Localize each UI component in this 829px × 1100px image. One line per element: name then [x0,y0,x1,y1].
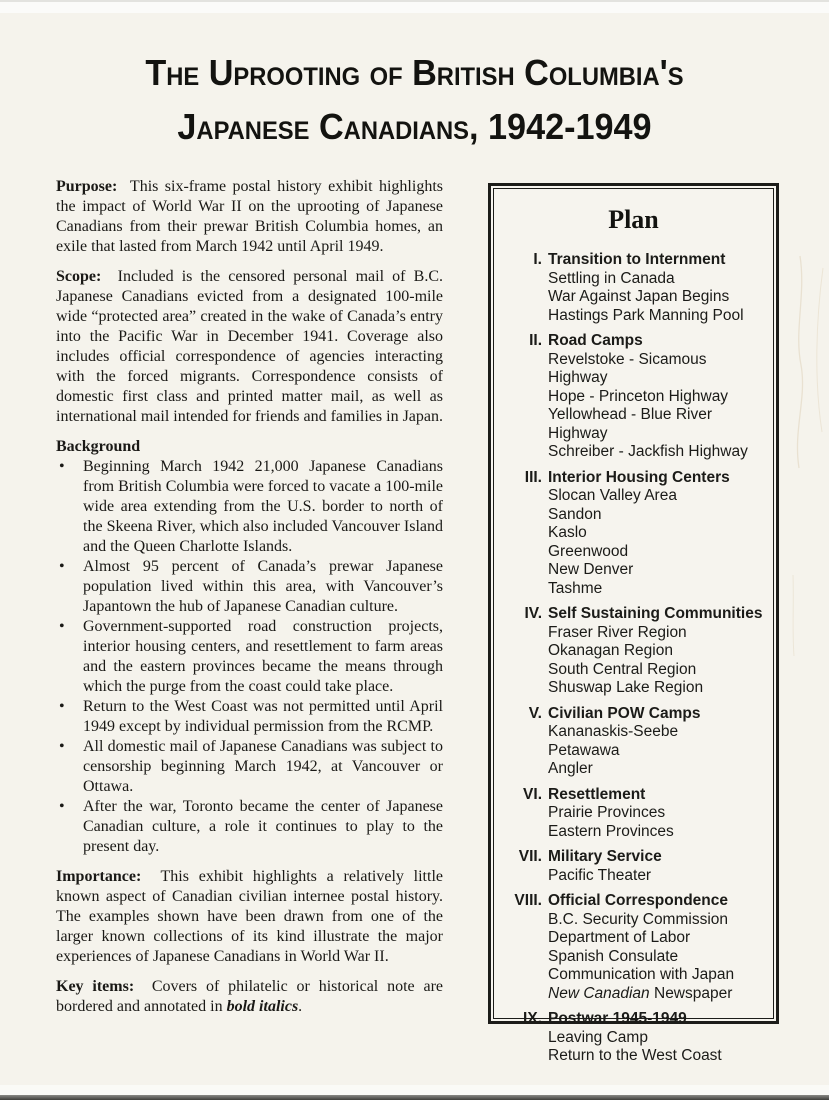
bullet-item [56,557,443,617]
plan-item: Petawawa [548,741,620,759]
bullet-icon: • [59,738,65,755]
plan-section-heading: Civilian POW Camps [548,704,701,722]
plan-section [496,251,767,325]
plan-item: Greenwood [548,542,629,560]
plan-title: Plan [608,205,659,234]
exhibit-title-line-2: Japanese Canadians, 1942-1949 [177,106,652,147]
bullet-icon: • [59,558,65,575]
plan-item: Schreiber - Jackfish Highway [548,443,748,460]
key-items-paragraph-label: Key items: [56,978,135,995]
plan-item: Communication with Japan [548,966,735,983]
plan-item: Pacific Theater [548,866,652,884]
left-column [56,177,443,1027]
purpose-paragraph-label: Purpose: [56,178,118,195]
plan-section-body [548,892,767,1003]
plan-section-heading: Resettlement [548,785,646,803]
plan-section-heading: Road Camps [548,332,643,349]
plan-section-body [548,848,767,885]
plan-item: Return to the West Coast [548,1047,722,1064]
bullet-icon: • [59,798,65,815]
plan-section-numeral: VII. [518,848,542,865]
key-items-paragraph: Key items: Covers of philatelic or historical note are bordered and annotated in bold italics. [56,978,443,1015]
plan-item-italic-part: New Canadian [548,984,650,1002]
plan-item: Sandon [548,505,602,523]
plan-section-numeral: IX. [523,1010,542,1027]
bullet-item [56,737,443,797]
bullet-text: All domestic mail of Japanese Canadians was subject to censorship beginning March 1942, at Vancouver or Ottawa. [83,738,443,795]
plan-item: New Canadian Newspaper [548,984,733,1002]
plan-section [496,332,767,462]
plan-item: Spanish Consulate [548,947,679,965]
plan-section-numeral: V. [528,704,542,722]
plan-item: Revelstoke - Sicamous Highway [548,350,707,386]
plan-item: Hastings Park Manning Pool [548,306,744,324]
plan-section-heading: Postwar 1945-1949 [548,1010,687,1027]
key-items-paragraph-emphasis: bold italics [226,998,299,1015]
background-bullets [56,457,443,857]
plan-item: Prairie Provinces [548,804,666,821]
bullet-text: Government-supported road construction projects, interior housing centers, and resettlement to farm areas and the eastern provinces became the means through which the purge from the coast could take place. [83,618,443,695]
exhibit-title [0,46,829,154]
plan-section-numeral: III. [524,468,542,486]
plan-section [496,605,767,698]
scanner-bottom-edge [0,1095,829,1100]
plan-item: Fraser River Region [548,623,687,641]
plan-section-numeral: VI. [523,785,542,803]
plan-section-body [548,786,767,842]
plan-item: Okanagan Region [548,642,673,659]
bullet-text: Return to the West Coast was not permitted until April 1949 except by individual permission from the RCMP. [83,698,443,735]
plan-section-body [548,332,767,462]
plan-section-heading: Military Service [548,848,662,865]
plan-item: Department of Labor [548,929,691,946]
plan-box [488,183,779,1064]
scope-paragraph-label: Scope: [56,268,102,285]
bullet-icon: • [59,698,65,715]
importance-paragraph: Importance: This exhibit highlights a relatively little known aspect of Canadian civilian internee postal history. The examples shown have been drawn from one of the larger known collections of its kind illustrate the major experiences of Japanese Canadians in World War II. [56,868,443,965]
plan-section-numeral: IV. [524,605,542,622]
bullet-icon: • [59,618,65,635]
exhibit-title-line-1: The Uprooting of British Columbia's [145,52,684,93]
plan-section-body [548,705,767,779]
plan-item: War Against Japan Begins [548,288,730,305]
plan-item: Hope - Princeton Highway [548,387,729,405]
bullet-item [56,697,443,737]
plan-item: Shuswap Lake Region [548,679,704,696]
plan-section-heading: Self Sustaining Communities [548,605,763,622]
plan-section [496,786,767,842]
bullet-icon: • [59,458,65,475]
plan-item: Kananaskis-Seebe [548,723,679,740]
plan-item: Eastern Provinces [548,822,674,840]
plan-section-body [548,469,767,599]
plan-item: Tashme [548,579,603,597]
plan-item: Slocan Valley Area [548,487,677,504]
plan-section [496,892,767,1003]
plan-item: Kaslo [548,524,587,541]
plan-item: Settling in Canada [548,269,675,287]
plan-outline [494,251,773,1066]
plan-section [496,705,767,779]
plan-section [496,469,767,599]
scope-paragraph: Scope: Included is the censored personal mail of B.C. Japanese Canadians evicted from a designated 100-mile wide “protected area” created in the wake of Canada’s entry into the Pacific War in December 1941. Coverage also includes official correspondence of agencies interacting with the forced migrants. Correspondence consists of domestic first class and printed matter mail, as well as international mail intended for friends and families in Japan. [56,268,443,425]
plan-item: Yellowhead - Blue River Highway [548,406,712,442]
bullet-text: After the war, Toronto became the center of Japanese Canadian culture, a role it continues to play to the present day. [83,798,443,855]
plan-item: South Central Region [548,660,697,678]
plan-section-body [548,1010,767,1066]
purpose-paragraph: Purpose: This six-frame postal history exhibit highlights the impact of World War II on the uprooting of Japanese Canadians from their prewar British Columbia homes, an exile that lasted from March 1942 until April 1949. [56,178,443,255]
scanner-bottom-light-strip [0,1085,829,1095]
bullet-item [56,617,443,697]
plan-section-body [548,251,767,325]
plan-section-heading: Interior Housing Centers [548,468,730,486]
plan-item: B.C. Security Commission [548,910,729,928]
plan-section [496,848,767,885]
bullet-item [56,797,443,857]
plan-section-body [548,605,767,698]
bullet-text: Beginning March 1942 21,000 Japanese Canadians from British Columbia were forced to vacate a 100-mile wide area extending from the U.S. border to north of the Skeena River, which also included Vancouver Island and the Queen Charlotte Islands. [83,458,443,555]
plan-section-numeral: II. [529,332,542,349]
background-heading: Background [56,438,141,455]
bullet-text: Almost 95 percent of Canada’s prewar Japanese population lived within this area, with Vancouver’s Japantown the hub of Japanese Canadian culture. [83,558,443,615]
scanner-top-edge [0,0,829,13]
plan-box-inner-border [493,188,774,1064]
plan-section-numeral: VIII. [514,892,542,909]
plan-section-numeral: I. [533,251,542,268]
plan-section-heading: Transition to Internment [548,251,726,268]
plan-item: Leaving Camp [548,1028,648,1046]
bullet-item [56,457,443,557]
plan-item: New Denver [548,561,634,578]
plan-section-heading: Official Correspondence [548,892,729,909]
plan-item: Angler [548,760,593,777]
plan-section [496,1010,767,1066]
importance-paragraph-label: Importance: [56,868,142,885]
